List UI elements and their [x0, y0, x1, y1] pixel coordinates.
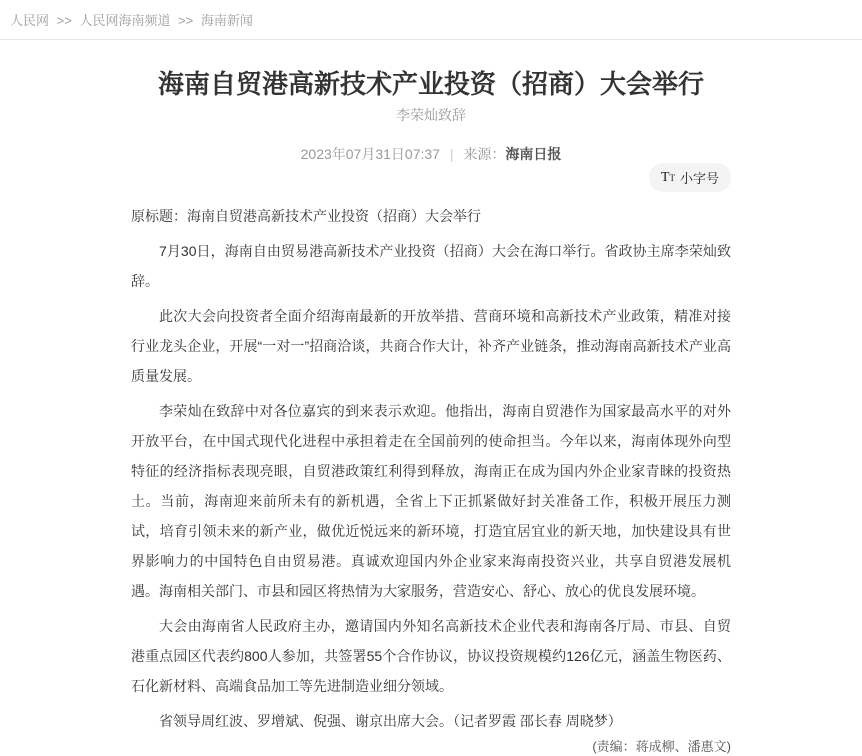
article-paragraph: 省领导周红波、罗增斌、倪强、谢京出席大会。（记者罗霞 邵长春 周晓梦） — [159, 713, 622, 729]
article-content — [131, 67, 731, 756]
editor-note: (责编：蒋成柳、潘惠文) — [592, 739, 731, 754]
article-meta — [131, 147, 731, 162]
article-paragraph: 李荣灿在致辞中对各位嘉宾的到来表示欢迎。他指出，海南自贸港作为国家最高水平的对外开放平台，在中国式现代化进程中承担着走在全国前列的使命担当。今年以来，海南体现外向型特征的经济指标表现亮眼，自贸港政策红利得到释放，海南正在成为国内外企业家青睐的投资热土。当前，海南迎来前所未有的新机遇，全省上下正抓紧做好封关准备工作，积极开展压力测试，培育引领未来的新产业，做优近悦远来的新环境，打造宜居宜业的新天地，加快建设具有世界影响力的中国特色自由贸易港。真诚欢迎国内外企业家来海南投资兴业，共享自贸港发展机遇。海南相关部门、市县和园区将热情为大家服务，营造安心、舒心、放心的优良发展环境。 — [131, 403, 731, 599]
article-paragraph: 大会由海南省人民政府主办，邀请国内外知名高新技术企业代表和海南各厅局、市县、自贸港重点园区代表约800人参加，共签署55个合作协议，协议投资规模约126亿元，涵盖生物医药、石化新材料、高端食品加工等先进制造业细分领域。 — [131, 618, 731, 694]
publish-date: 2023年07月31日07:37 — [300, 146, 440, 162]
breadcrumb — [0, 0, 862, 40]
font-size-button[interactable] — [649, 163, 731, 192]
source-label: 来源： — [463, 146, 506, 162]
font-size-icon: TT — [660, 170, 675, 185]
page-title: 海南自贸港高新技术产业投资（招商）大会举行 — [157, 69, 704, 99]
breadcrumb-item-peoples-daily[interactable]: 人民网 — [10, 13, 50, 28]
article-paragraph: 此次大会向投资者全面介绍海南最新的开放举措、营商环境和高新技术产业政策，精准对接行业龙头企业，开展“一对一”招商洽谈，共商合作大计，补齐产业链条，推动海南高新技术产业高质量发展。 — [131, 308, 731, 384]
breadcrumb-separator: >> — [178, 13, 194, 28]
breadcrumb-separator: >> — [56, 13, 72, 28]
source-name: 海南日报 — [505, 146, 562, 162]
breadcrumb-item-hainan-news[interactable]: 海南新闻 — [200, 13, 253, 28]
breadcrumb-item-hainan-channel[interactable]: 人民网海南频道 — [79, 13, 171, 28]
article-paragraph: 7月30日，海南自由贸易港高新技术产业投资（招商）大会在海口举行。省政协主席李荣灿致辞。 — [131, 243, 731, 289]
font-size-button-label: 小字号 — [679, 171, 719, 186]
article-subtitle: 李荣灿致辞 — [396, 107, 466, 123]
article-body — [131, 201, 731, 736]
meta-separator: | — [449, 146, 454, 162]
original-title-line: 原标题：海南自贸港高新技术产业投资（招商）大会举行 — [131, 208, 481, 224]
article-toolbar — [131, 163, 731, 189]
